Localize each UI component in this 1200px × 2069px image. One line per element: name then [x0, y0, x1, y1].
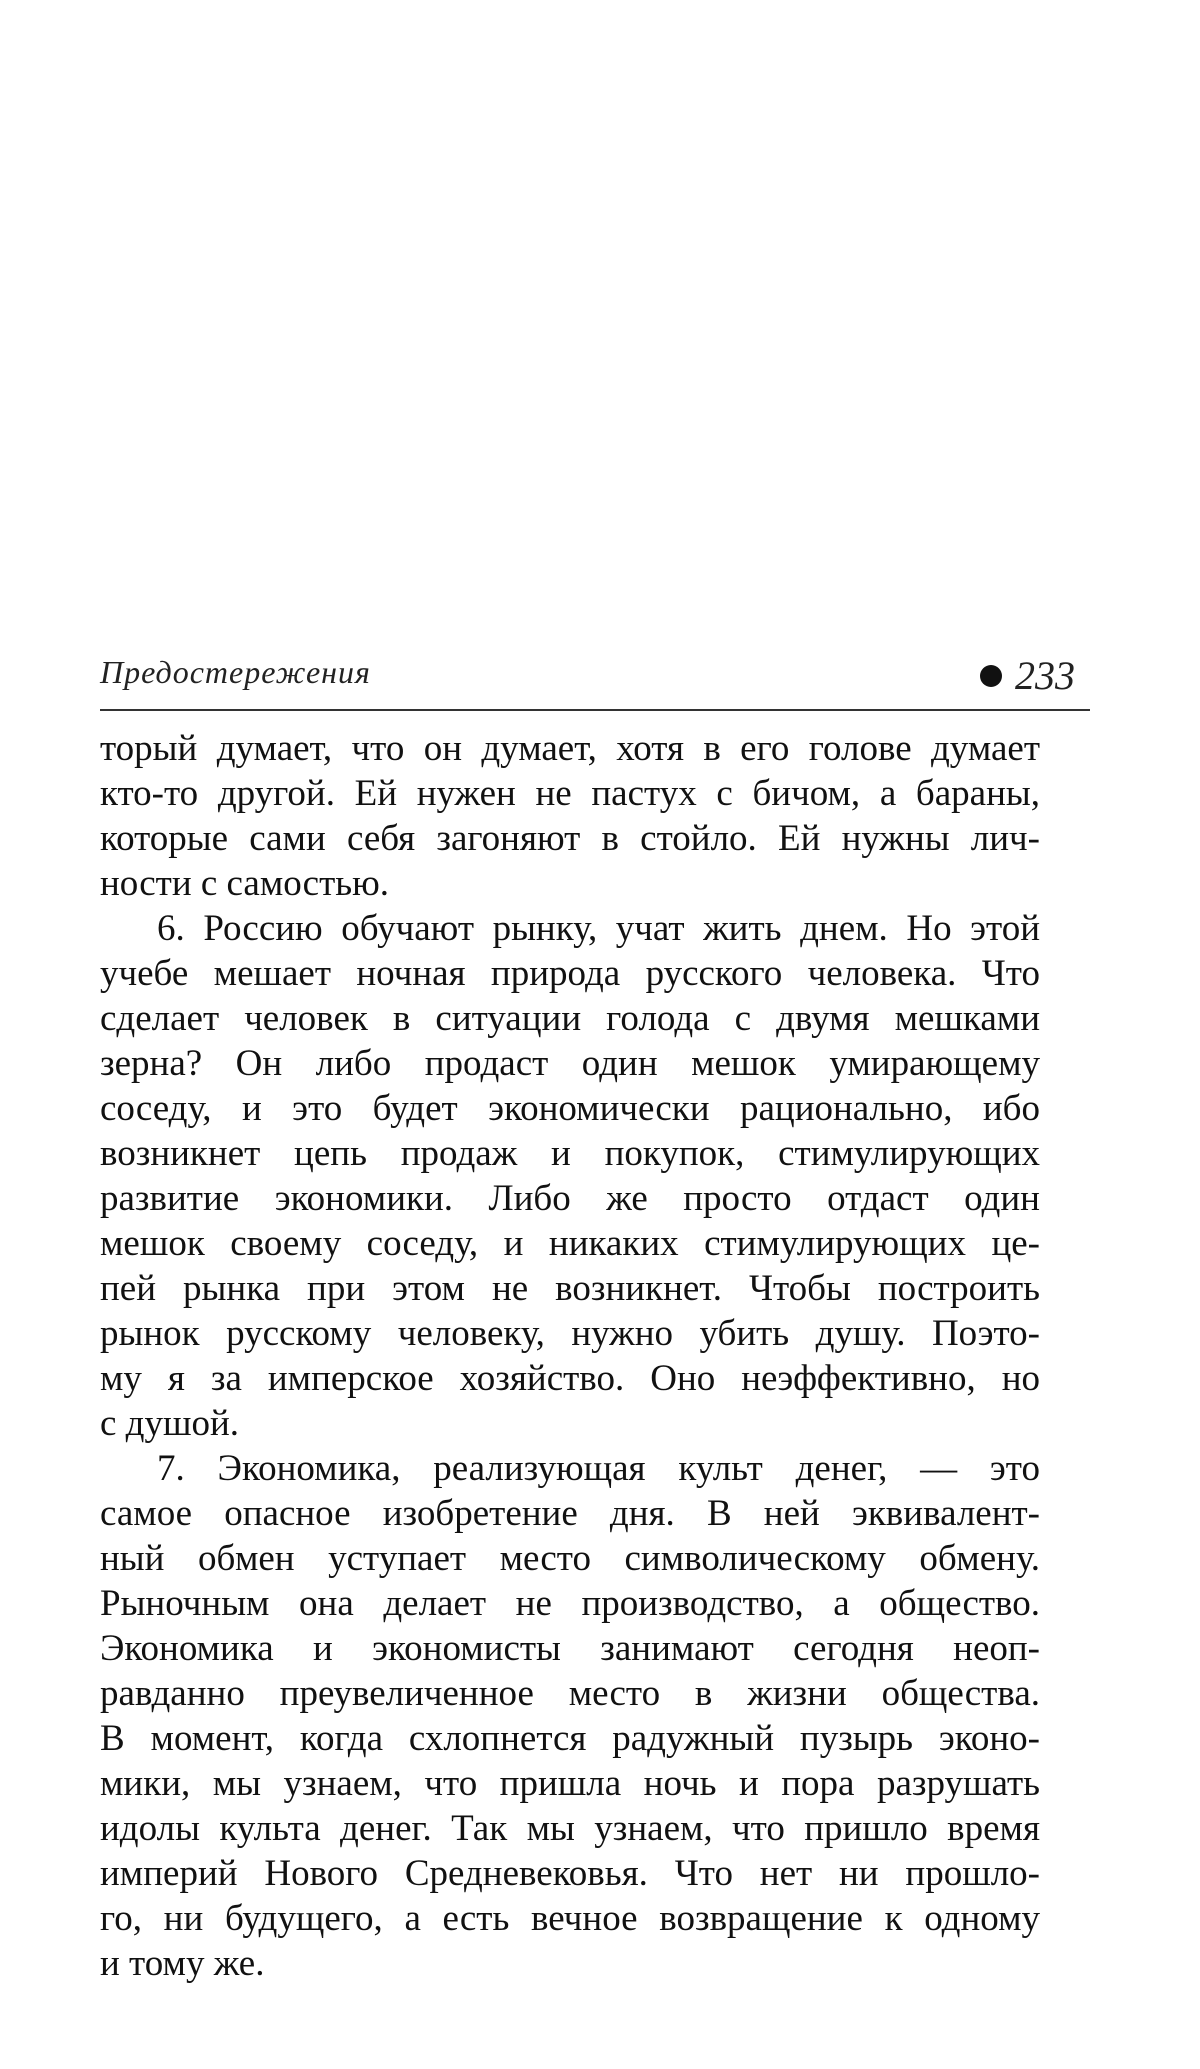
- text-line: му я за имперское хозяйство. Оно неэффективно, но: [100, 1358, 1040, 1399]
- text-line: мешок своему соседу, и никаких стимулирующих це-: [100, 1223, 1040, 1264]
- text-line: возникнет цепь продаж и покупок, стимулирующих: [100, 1133, 1040, 1174]
- text-line: 7. Экономика, реализующая культ денег, — это: [157, 1448, 1040, 1489]
- text-line: учебе мешает ночная природа русского человека. Что: [100, 953, 1040, 994]
- paragraph-7: [100, 1446, 1040, 1986]
- text-line: зерна? Он либо продаст один мешок умирающему: [100, 1043, 1040, 1084]
- text-line: пей рынка при этом не возникнет. Чтобы построить: [100, 1268, 1040, 1309]
- bullet-dot-icon: [980, 665, 1002, 687]
- text-line: и тому же.: [100, 1943, 265, 1984]
- text-body: [100, 726, 1040, 1986]
- text-line: Рыночным она делает не производство, а общество.: [100, 1583, 1040, 1624]
- text-line: равданно преувеличенное место в жизни общества.: [100, 1673, 1040, 1714]
- text-line: самое опасное изобретение дня. В ней эквивалент-: [100, 1493, 1040, 1534]
- text-line: с душой.: [100, 1403, 240, 1444]
- running-head: [100, 650, 1090, 712]
- section-title: Предостережения: [100, 654, 371, 690]
- text-line: В момент, когда схлопнется радужный пузырь эконо-: [100, 1718, 1040, 1759]
- paragraph-6: [100, 906, 1040, 1446]
- text-line: ности с самостью.: [100, 863, 390, 904]
- text-line: мики, мы узнаем, что пришла ночь и пора разрушать: [100, 1763, 1040, 1804]
- text-line: го, ни будущего, а есть вечное возвращение к одному: [100, 1898, 1040, 1939]
- text-line: 6. Россию обучают рынку, учат жить днем. Но этой: [157, 908, 1040, 949]
- text-line: торый думает, что он думает, хотя в его голове думает: [100, 728, 1040, 769]
- text-line: ный обмен уступает место символическому обмену.: [100, 1538, 1040, 1579]
- text-line: империй Нового Средневековья. Что нет ни прошло-: [100, 1853, 1040, 1894]
- header-rule: [100, 709, 1090, 711]
- text-line: сделает человек в ситуации голода с двумя мешками: [100, 998, 1040, 1039]
- text-line: кто-то другой. Ей нужен не пастух с бичом, а бараны,: [100, 773, 1040, 814]
- text-line: рынок русскому человеку, нужно убить душу. Поэто-: [100, 1313, 1040, 1354]
- text-line: которые сами себя загоняют в стойло. Ей нужны лич-: [100, 818, 1040, 859]
- text-line: соседу, и это будет экономически рационально, ибо: [100, 1088, 1040, 1129]
- paragraph-continuation: [100, 726, 1040, 906]
- text-line: идолы культа денег. Так мы узнаем, что пришло время: [100, 1808, 1040, 1849]
- text-line: Экономика и экономисты занимают сегодня неоп-: [100, 1628, 1040, 1669]
- text-line: развитие экономики. Либо же просто отдаст один: [100, 1178, 1040, 1219]
- page-number: 233: [1015, 653, 1075, 698]
